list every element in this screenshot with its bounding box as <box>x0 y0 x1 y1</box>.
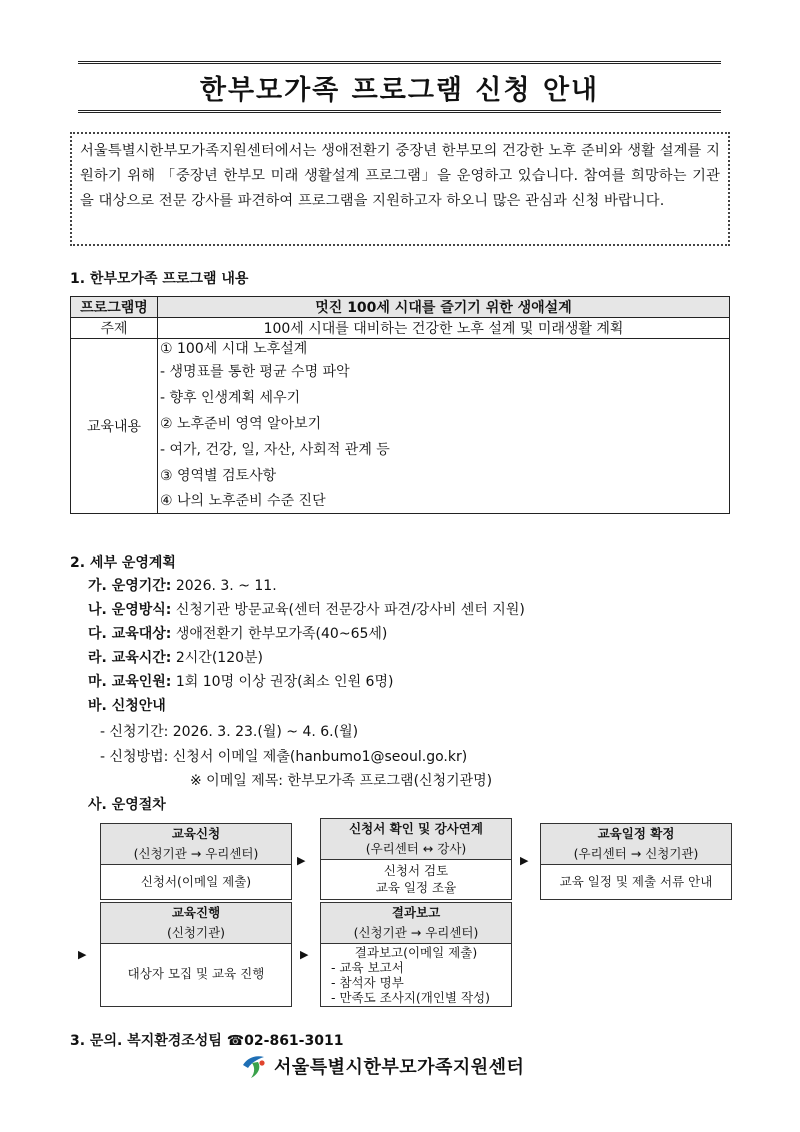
plan-item: 나. 운영방식: 신청기관 방문교육(센터 전문강사 파견/강사비 센터 지원) <box>88 602 525 618</box>
content-line: ① 100세 시대 노후설계 <box>160 341 308 357</box>
flow-step-review: 신청서 확인 및 강사연계 (우리센터 ↔ 강사) 신청서 검토 교육 일정 조율 <box>320 818 512 900</box>
topic-row <box>71 318 730 339</box>
section1-heading: 1. 한부모가족 프로그램 내용 <box>70 271 249 287</box>
plan-item: 가. 운영기간: 2026. 3. ~ 11. <box>88 578 277 594</box>
section2-heading: 2. 세부 운영계획 <box>70 555 176 571</box>
topic-value: 100세 시대를 대비하는 건강한 노후 설계 및 미래생활 계획 <box>158 318 730 339</box>
flow-step-report: 결과보고 (신청기관 → 우리센터) 결과보고(이메일 제출) - 교육 보고서 - 참석자 명부 - 만족도 조사지(개인별 작성) <box>320 902 512 1007</box>
flow-arrow-icon: ▶ <box>300 948 309 961</box>
center-logo <box>240 1053 524 1079</box>
flow-arrow-icon: ▶ <box>297 854 306 867</box>
procedure-heading: 사. 운영절차 <box>88 797 166 813</box>
page-title: 한부모가족 프로그램 신청 안내 <box>199 74 600 106</box>
content-line: ③ 영역별 검토사항 <box>160 468 277 484</box>
title-banner <box>78 61 721 113</box>
flow-arrow-icon: ▶ <box>78 948 87 961</box>
program-table <box>70 296 730 514</box>
content-list <box>158 339 730 514</box>
apply-note: ※ 이메일 제목: 한부모가족 프로그램(신청기관명) <box>190 773 493 789</box>
program-name-value: 멋진 100세 시대를 즐기기 위한 생애설계 <box>158 297 730 318</box>
content-row <box>71 339 730 514</box>
content-line: ② 노후준비 영역 알아보기 <box>160 416 322 432</box>
apply-period: - 신청기간: 2026. 3. 23.(월) ~ 4. 6.(월) <box>100 724 359 740</box>
content-line: ④ 나의 노후준비 수준 진단 <box>160 493 326 509</box>
plan-item: 마. 교육인원: 1회 10명 이상 권장(최소 인원 6명) <box>88 674 394 690</box>
center-logo-icon <box>240 1053 268 1079</box>
content-line: - 여가, 건강, 일, 자산, 사회적 관계 등 <box>160 442 390 458</box>
program-name-label: 프로그램명 <box>71 297 158 318</box>
plan-item: 다. 교육대상: 생애전환기 한부모가족(40~65세) <box>88 626 388 642</box>
content-label: 교육내용 <box>71 339 158 514</box>
program-name-row <box>71 297 730 318</box>
contact-info: 3. 문의. 복지환경조성팀 ☎02-861-3011 <box>70 1033 344 1049</box>
content-line: - 생명표를 통한 평균 수명 파악 <box>160 364 350 380</box>
flow-step-apply: 교육신청 (신청기관 → 우리센터) 신청서(이메일 제출) <box>100 823 292 900</box>
plan-item: 라. 교육시간: 2시간(120분) <box>88 650 263 666</box>
intro-box: 서울특별시한부모가족지원센터에서는 생애전환기 중장년 한부모의 건강한 노후 준비와 생활 설계를 지원하기 위해 「중장년 한부모 미래 생활설계 프로그램」을 운영하고 있습니다. 참여를 희망하는 기관을 대상으로 전문 강사를 파견하여 프로그램을 지원하고자 하오니 많은 관심과 신청 바랍니다. <box>70 132 730 246</box>
topic-label: 주제 <box>71 318 158 339</box>
apply-method: - 신청방법: 신청서 이메일 제출(hanbumo1@seoul.go.kr) <box>100 749 468 765</box>
content-line: - 향후 인생계획 세우기 <box>160 390 301 406</box>
apply-heading: 바. 신청안내 <box>88 698 166 714</box>
flow-step-confirm: 교육일정 확정 (우리센터 → 신청기관) 교육 일정 및 제출 서류 안내 <box>540 823 732 900</box>
center-logo-text: 서울특별시한부모가족지원센터 <box>274 1057 525 1078</box>
flow-arrow-icon: ▶ <box>520 854 529 867</box>
flow-step-run: 교육진행 (신청기관) 대상자 모집 및 교육 진행 <box>100 902 292 1007</box>
